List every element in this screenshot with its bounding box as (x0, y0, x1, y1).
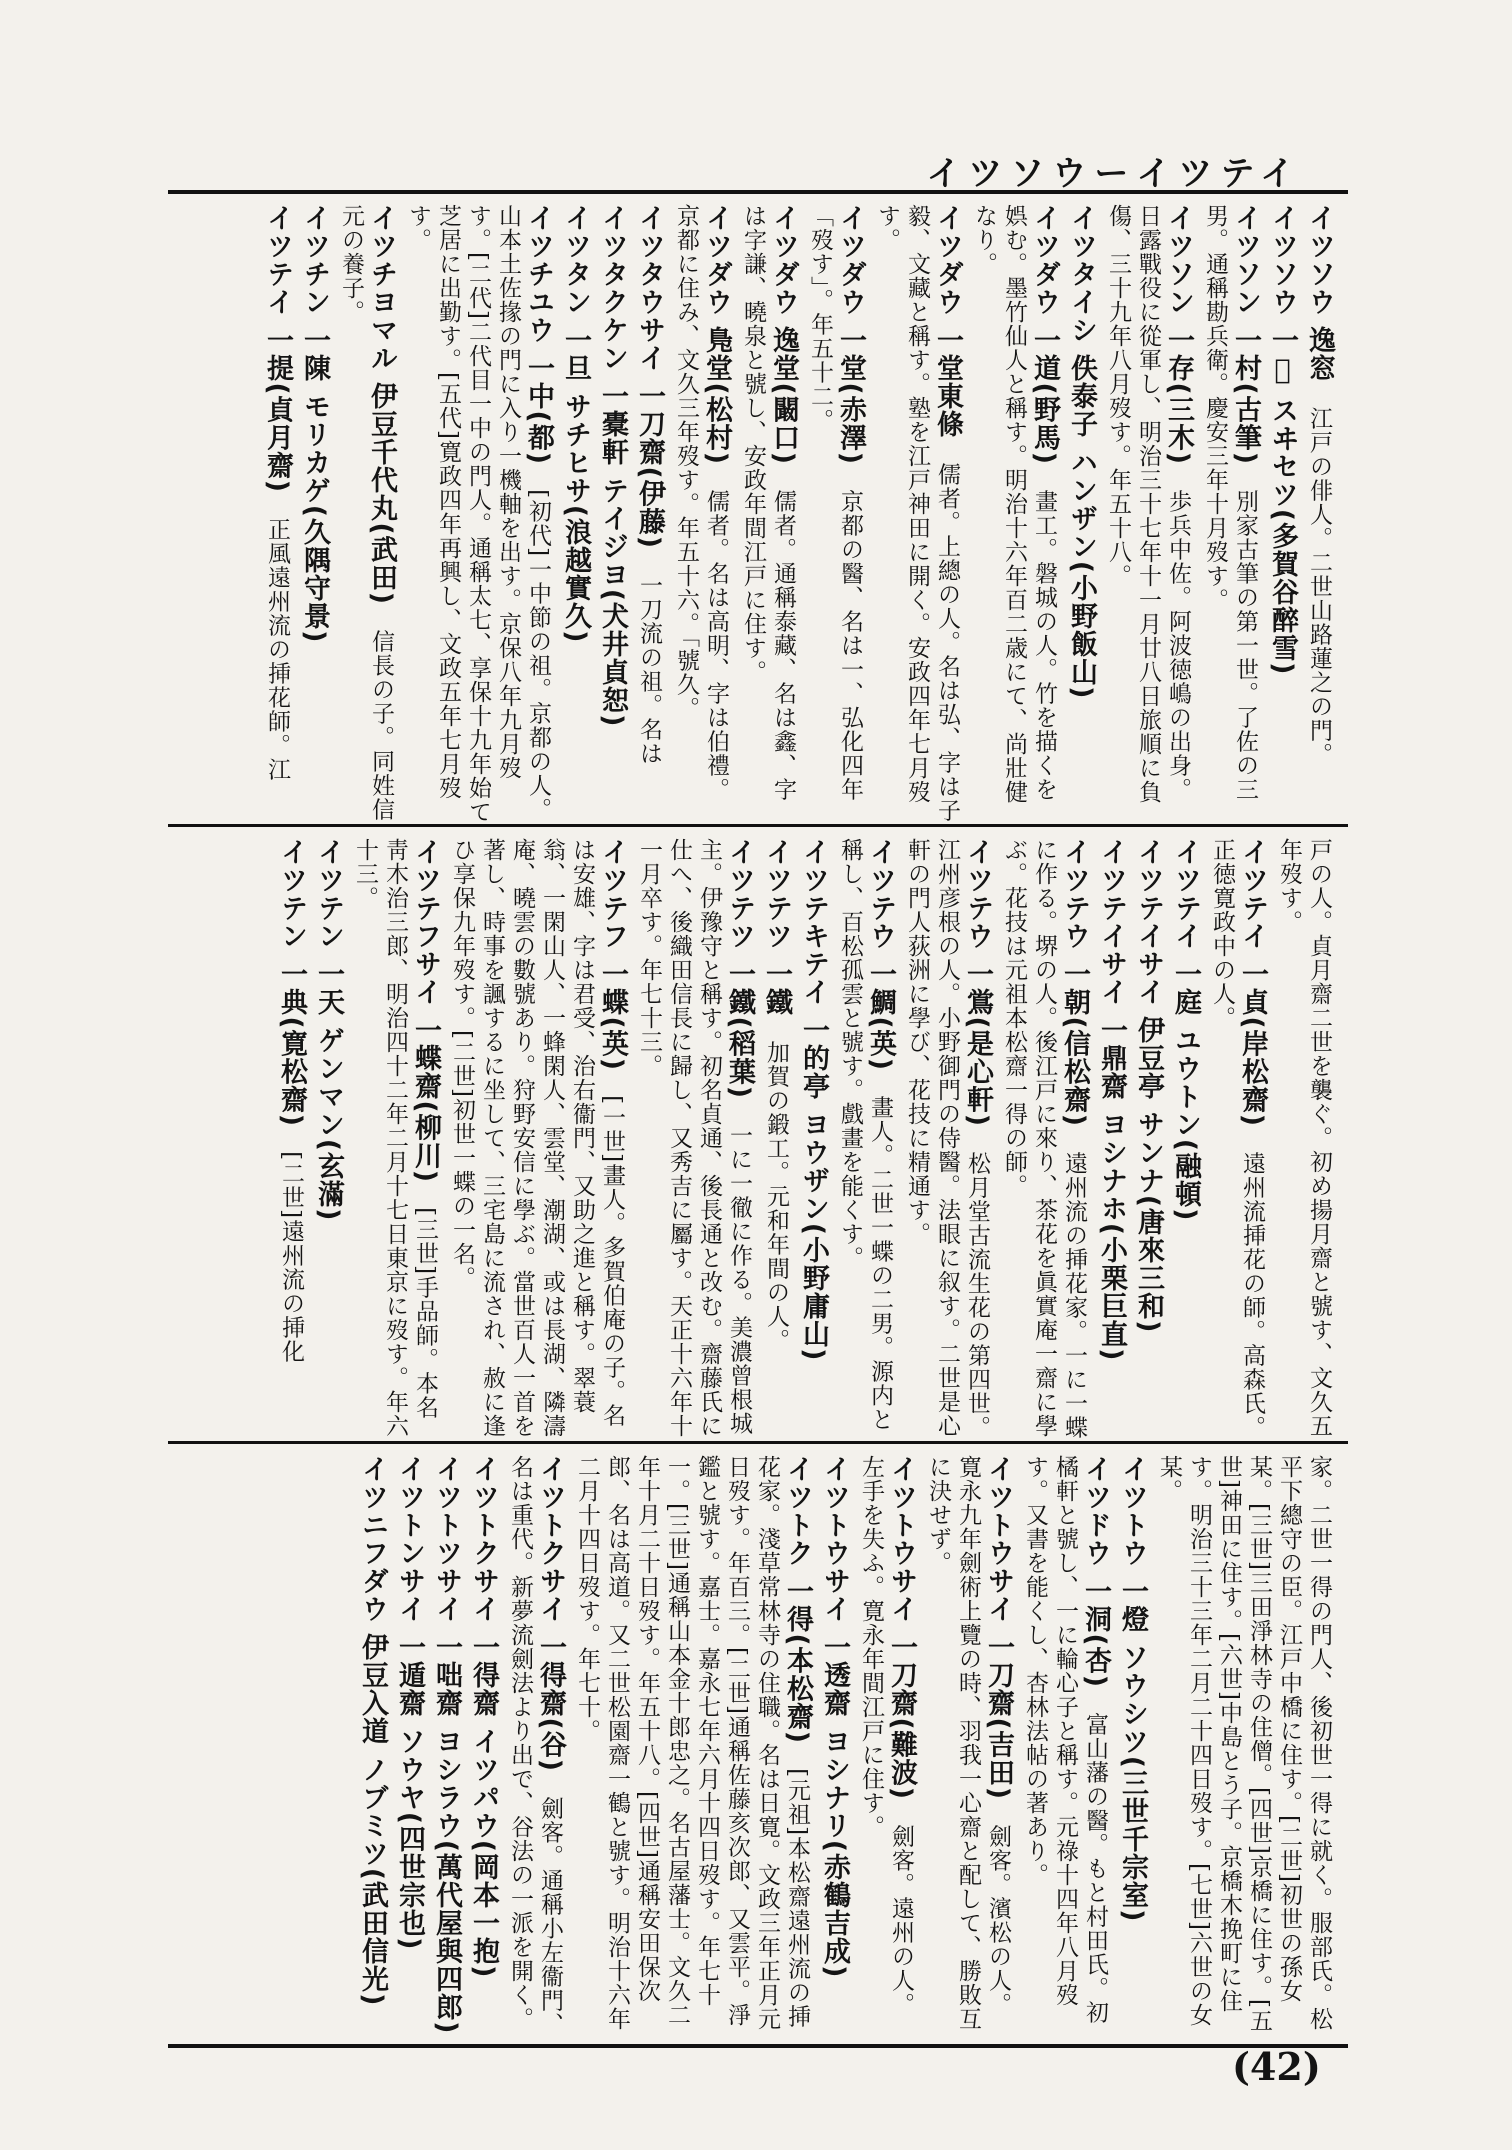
dictionary-entry (350, 838, 440, 1441)
dictionary-entry (856, 1455, 916, 2040)
entry-headword: イツソン 一存(三木) (1163, 204, 1194, 466)
dictionary-entry (313, 838, 343, 1221)
section-bottom (168, 1445, 1348, 2040)
entry-text: 正風遠州流の挿花師。江 (264, 517, 290, 782)
dictionary-entry (872, 204, 962, 824)
dictionary-entry (468, 1455, 498, 1978)
dictionary-entry (634, 204, 664, 765)
entry-headword: イツテイサイ 伊豆亭 サンナ(唐來三和) (1133, 838, 1164, 1334)
entry-headword: イツトツサイ 一咄齋 ヨシラウ(萬代屋與四郎) (431, 1455, 462, 2035)
dictionary-entry (738, 204, 798, 824)
entry-text: [三世]手品師。本名靑木治三郎、明治四十二年二月十七日東京に歿す。年六十三。 (352, 838, 438, 1438)
dictionary-entry (276, 838, 306, 1363)
entry-text: [元祖]本松齋遠州流の挿花家。淺草常林寺の住職。名は日寛。文政三年正月元日歿す。年百三。[二世]通稱佐藤亥次郎、又雲平。淨鑑と號す。嘉士。嘉永七年六月十四日歿す。年七十一。[三世]通稱山本金十郎忠之。名古屋藩士。文久二年十月二十日歿す。年五十八。[四世]通稱安田保次郎、名は高道。又二世松園齋一鶴と號す。明治十六年二月十四日歿す。年七十。 (574, 1455, 810, 2031)
entry-headword: イツダウ 一道(野馬) (1029, 204, 1060, 466)
entry-headword: イツテツ 一鐵(稻葉) (724, 838, 755, 1100)
dictionary-entry (1117, 1455, 1147, 1922)
section-divider (168, 1441, 1348, 1444)
entry-headword: イツダウ 一堂東條 (932, 204, 963, 439)
entry-text: 信長の子。同姓信元の養子。 (338, 204, 394, 822)
dictionary-entry (835, 838, 895, 1441)
entry-text: 儒者。名は高明、字は伯禮。京都に住み、文久三年歿す。年五十六。「號久。 (673, 204, 729, 802)
entry-headword: イツダウ 鳬堂(松村) (701, 204, 732, 466)
entry-text: 劍客。濱松の人。寛永九年劍術上覽の時、羽我一心齋と配して、勝敗互に決せず。 (925, 1455, 1011, 2031)
dictionary-entry (805, 204, 865, 824)
entry-text: 劍客。通稱小左衞門、名は重代。新夢流劍法より出で、谷法の一派を開く。 (507, 1455, 563, 2037)
dictionary-entry (819, 1455, 849, 1978)
running-header: イツソウーイツテイ (926, 154, 1302, 194)
entry-headword: イツテイ 一提(貞月齋) (262, 204, 293, 494)
dictionary-entry (431, 1455, 461, 2034)
entry-headword: イツチヨマル 伊豆千代丸(武田) (366, 204, 397, 606)
dictionary-entry (969, 204, 1059, 824)
entry-text: 儒者。上總の人。名は弘、字は子毅、文藏と稱す。塾を江戸神田に開く。安政四年七月歿す。 (874, 204, 960, 823)
dictionary-entry (262, 204, 292, 781)
dictionary-entry (902, 838, 992, 1441)
entry-headword: イツテイ 一庭 ユウトン(融頓) (1170, 838, 1201, 1222)
entry-headword: イツテウ 一鴬(是心軒) (962, 838, 993, 1128)
entry-text: 松月堂古流生花の第四世。江州彦根の人。小野御門の侍醫。法眼に叙す。二世是心軒の門人荻洲に學び、花技に精通す。 (904, 838, 990, 1440)
entry-headword: イツトウサイ 一刀齋(吉田) (983, 1455, 1014, 1801)
dictionary-entry (634, 838, 754, 1441)
entry-text: 家。二世一得の門人、後初世一得に就く。服部氏。松平下總守の臣。江戸中橋に住す。[二世]初世の孫女某。[三世]三田淨林寺の住僧。[四世]京橋に住す。[五世]神田に住す。[六世]中島とう子。京橋木挽町に住す。明治三十三年二月二十四日歿す。[七世]六世の女某。 (1156, 1455, 1332, 2033)
entry-headword: イツチン 一陳 モリカゲ(久隅守景) (299, 204, 330, 644)
dictionary-entry (357, 1455, 387, 2006)
entry-headword: イツトウサイ 一刀齋(難波) (886, 1455, 917, 1801)
entry-headword: イツテフサイ 一蝶齋(柳川) (410, 838, 441, 1184)
entry-headword: イツタン 一旦 サチヒサ(浪越實久) (560, 204, 591, 644)
entry-text: [二世]遠州流の挿化 (278, 1151, 304, 1364)
entry-headword: イツタクケン 一橐軒 テイジヨ(犬井貞恕) (597, 204, 628, 728)
dictionary-entry (1200, 204, 1260, 824)
entry-text: 戸の人。貞月齋二世を襲ぐ。初め揚月齋と號す、文久五年歿す。 (1276, 838, 1332, 1438)
entry-text: 儒者。通稱泰藏、名は鑫、字は字謙、曉泉と號し、安政年間江戸に住す。 (740, 204, 796, 802)
page-number: (42) (1232, 2044, 1321, 2089)
entry-text: 京都の醫、名は一、弘化四年「歿す」。年五十二。 (807, 204, 863, 802)
entry-headword: イツテウ 一朝(信松齋) (1059, 838, 1090, 1128)
dictionary-entry (1274, 838, 1334, 1441)
dictionary-entry (572, 1455, 812, 2040)
entry-headword: イツタイシ 佚泰子 ハンザン(小野飯山) (1066, 204, 1097, 700)
entry-text: 遠州流挿花の師。高森氏。正徳寛政中の人。 (1209, 838, 1265, 1440)
entry-text: 劍客。遠州の人。左手を失ふ。寛永年間江戸に住す。 (858, 1455, 914, 2017)
entry-headword: イツダウ 逸堂(闞口) (768, 204, 799, 466)
entry-text: 遠州流の挿花家。一に一蝶に作る。堺の人。後江戸に來り、茶花を眞實庵一齋に學ぶ。花技は元祖本松齋一得の師。 (1001, 838, 1087, 1440)
entry-headword: イツテン 一典(寛松齋) (276, 838, 307, 1128)
dictionary-entry (394, 1455, 424, 1950)
entry-headword: イツニフダウ 伊豆入道 ノブミツ(武田信光) (357, 1455, 388, 2007)
dictionary-entry (1304, 204, 1334, 766)
entry-text: 一に一徹に作る。美濃曾根城主。伊豫守と稱す。初名貞通、後長通と改む。齋藤氏に仕へ、後織田信長に歸し、又秀吉に屬す。天正十六年十一月卒す。年七十三。 (636, 838, 752, 1438)
entry-text: 畫工。磐城の人。竹を描くを娯む。墨竹仙人と稱す。明治十六年百二歳にて、尚壯健なり。 (971, 204, 1057, 804)
dictionary-entry (798, 838, 828, 1361)
entry-text: [一世]畫人。多賀伯庵の子。名は安雄、字は君受、治右衞門、又助之進と稱す。翠蓑翁、一閑山人、一蜂閑人、雲堂、潮湖、或は長湖、隣濤庵、曉雲の數號あり。狩野安信に學ぶ。當世百人一首を著し、時事を諷するに坐して、三宅島に流され、赦に逢ひ享保九年歿す。[二世]初世一蝶の一名。 (449, 838, 625, 1438)
dictionary-entry (597, 204, 627, 727)
entry-text: 加賀の鍛工。元和年間の人。 (763, 1040, 789, 1353)
text-frame (168, 190, 1348, 2048)
entry-headword: イツテキテイ 一的亭 ヨウザン(小野庸山) (798, 838, 829, 1362)
dictionary-entry (761, 838, 791, 1352)
dictionary-entry (560, 204, 590, 643)
entry-headword: イツソン 一村(古筆) (1230, 204, 1261, 466)
entry-text: 一刀流の祖。名は (636, 573, 662, 766)
entry-headword: イツトク 一得(本松齋) (782, 1455, 813, 1745)
entry-headword: イツソウ 一𥨊 スヰセツ(多賀谷醉雪) (1267, 204, 1298, 676)
dictionary-entry (999, 838, 1089, 1441)
entry-headword: イツチユウ 一中(都) (523, 204, 554, 466)
dictionary-entry (336, 204, 396, 824)
entry-headword: イツトウサイ 一透齋 ヨシナリ(赤鶴吉成) (819, 1455, 850, 1979)
entry-headword: イツダウ 一堂(赤澤) (835, 204, 866, 466)
entry-text: 富山藩の醫。もと村田氏。初橘軒と號し、一に輪心子と稱す。元祿十四年八月歿す。又書を能くし、杏林法帖の著あり。 (1022, 1455, 1108, 2025)
entry-headword: イツドウ 一洞(杏) (1080, 1455, 1111, 1689)
dictionary-entry (1066, 204, 1096, 699)
entry-text: 別家古筆の第一世。了佐の三男。通稱勘兵衛。慶安三年十月歿す。 (1202, 204, 1258, 802)
entry-text: 畫人。二世一蝶の二男。源内と稱し、百松孤雲と號す。戲畫を能くす。 (837, 838, 893, 1432)
entry-headword: イツトウ 一燈 ソウシツ(三世千宗室) (1117, 1455, 1148, 1923)
section-middle (168, 828, 1348, 1441)
dictionary-entry (1096, 838, 1126, 1361)
entry-headword: イツテウ 一鯛(英) (865, 838, 896, 1072)
entry-headword: イツソウ 逸窓 (1304, 204, 1335, 383)
entry-headword: イツテイ 一貞(岸松齋) (1237, 838, 1268, 1128)
dictionary-entry (1103, 204, 1193, 824)
dictionary-entry (403, 204, 553, 824)
dictionary-entry (1020, 1455, 1110, 2040)
dictionary-entry (447, 838, 627, 1441)
dictionary-entry (1154, 1455, 1334, 2040)
dictionary-entry (1170, 838, 1200, 1221)
entry-headword: イツテン 一天 ゲンマン(玄滿) (313, 838, 344, 1222)
dictionary-entry (923, 1455, 1013, 2040)
entry-headword: イツトクサイ 一得齋 イツパウ(岡本一抱) (468, 1455, 499, 1979)
entry-headword: イツトンサイ 一遁齋 ソウヤ(四世宗也) (394, 1455, 425, 1951)
dictionary-entry (1207, 838, 1267, 1441)
entry-headword: イツテイサイ 一鼎齋 ヨシナホ(小栗巨直) (1096, 838, 1127, 1362)
dictionary-entry (1267, 204, 1297, 675)
dictionary-entry (671, 204, 731, 824)
section-top (168, 194, 1348, 824)
entry-headword: イツテツ 一鐵 (761, 838, 792, 1017)
entry-headword: イツトクサイ 一得齋(谷) (535, 1455, 566, 1773)
dictionary-entry (299, 204, 329, 643)
entry-text: 歩兵中佐。阿波徳嶋の出身。日露戰役に從軍し、明治三十七年十一月廿八日旅順に負傷、三十九年八月歿す。年五十八。 (1105, 204, 1191, 804)
entry-headword: イツタウサイ 一刀齋(伊藤) (634, 204, 665, 550)
entry-text: [初代]一中節の祖。京都の人。山本土佐掾の門に入り一機軸を出す。京保八年九月歿す。[二代]二代目一中の門人。通稱太七、享保十九年始て芝居に出勤す。[五代]寛政四年再興し、文政五年七月歿す。 (405, 204, 551, 824)
dictionary-entry (1133, 838, 1163, 1333)
entry-headword: イツテフ 一蝶(英) (597, 838, 628, 1072)
entry-text: 江戸の俳人。二世山路蓮之の門。 (1306, 406, 1332, 767)
dictionary-entry (505, 1455, 565, 2040)
section-divider (168, 824, 1348, 827)
